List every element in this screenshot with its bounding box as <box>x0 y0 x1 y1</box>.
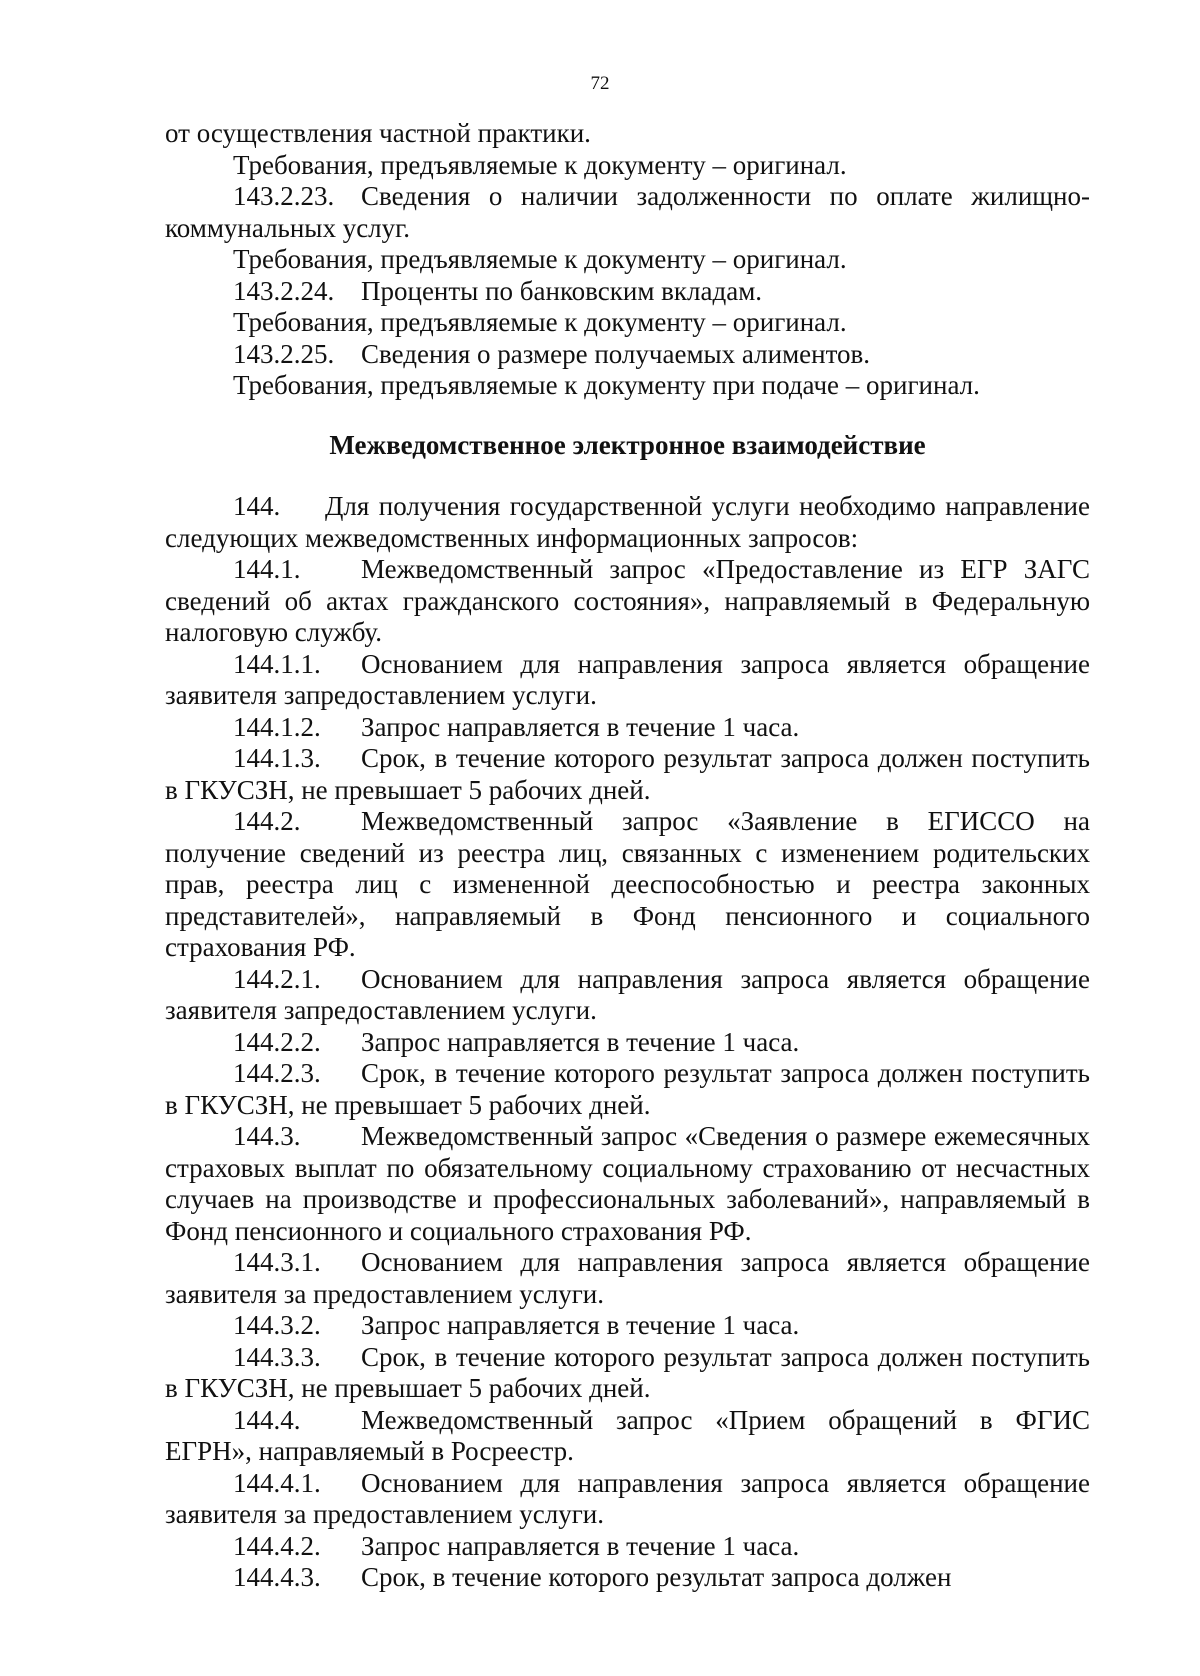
paragraph-text: Межведомственный запрос «Сведения о размере ежемесячных страховых выплат по обязательному социальному страхованию от несчастных случаев на производстве и профессиональных заболеваний», направляемый в Фонд пенсионного и социального страхования РФ. <box>165 1121 1090 1246</box>
clause-number: 144.1.1. <box>233 648 321 679</box>
clause-number: 144.4. <box>233 1404 301 1435</box>
paragraph <box>165 491 1090 554</box>
paragraph <box>165 150 1090 182</box>
clause-number: 144.2.3. <box>233 1058 321 1088</box>
paragraph <box>165 1058 1090 1121</box>
paragraph-text: Срок, в течение которого результат запроса должен поступить в ГКУСЗН, не превышает 5 рабочих дней. <box>165 1058 1090 1120</box>
paragraph <box>165 370 1090 402</box>
paragraph-text: Основанием для направления запроса является обращение заявителя за предоставлением услуги. <box>165 1247 1090 1309</box>
paragraph <box>165 181 1090 244</box>
paragraph <box>165 1247 1090 1310</box>
clause-number: 144.2.1. <box>233 963 321 994</box>
paragraph <box>165 1027 1090 1059</box>
paragraph <box>165 1531 1090 1563</box>
paragraph-group-top <box>165 118 1090 402</box>
paragraph-text: Запрос направляется в течение 1 часа. <box>361 1026 800 1057</box>
paragraph <box>165 276 1090 308</box>
clause-number: 143.2.24. <box>233 275 335 306</box>
paragraph-text: Срок, в течение которого результат запроса должен <box>361 1562 952 1592</box>
paragraph <box>165 339 1090 371</box>
clause-number: 144.4.3. <box>233 1562 321 1592</box>
paragraph-text: Срок, в течение которого результат запроса должен поступить в ГКУСЗН, не превышает 5 рабочих дней. <box>165 743 1090 805</box>
clause-number: 144.3.2. <box>233 1310 321 1340</box>
paragraph <box>165 1468 1090 1531</box>
paragraph-text: Для получения государственной услуги необходимо направление следующих межведомственных информационных запросов: <box>165 491 1090 553</box>
paragraph-text: Требования, предъявляемые к документу – оригинал. <box>233 149 847 180</box>
paragraph-text: Межведомственный запрос «Прием обращений в ФГИС ЕГРН», направляемый в Росреестр. <box>165 1404 1090 1466</box>
paragraph-text: Запрос направляется в течение 1 часа. <box>361 1530 800 1561</box>
paragraph <box>165 649 1090 712</box>
clause-number: 144.2.2. <box>233 1026 321 1057</box>
paragraph-text: Основанием для направления запроса является обращение заявителя запредоставлением услуги. <box>165 648 1090 710</box>
paragraph <box>165 712 1090 744</box>
paragraph <box>165 964 1090 1027</box>
paragraph <box>165 1562 1090 1594</box>
paragraph <box>165 1405 1090 1468</box>
clause-number: 144. <box>233 491 281 521</box>
clause-number: 144.4.2. <box>233 1530 321 1561</box>
paragraph-text: Сведения о наличии задолженности по оплате жилищно-коммунальных услуг. <box>165 181 1090 243</box>
paragraph-text: Требования, предъявляемые к документу – оригинал. <box>233 307 847 337</box>
clause-number: 144.3.1. <box>233 1247 321 1277</box>
clause-number: 144.2. <box>233 806 301 836</box>
page-number: 72 <box>590 73 610 94</box>
paragraph-text: Срок, в течение которого результат запроса должен поступить в ГКУСЗН, не превышает 5 рабочих дней. <box>165 1341 1090 1403</box>
paragraph <box>165 743 1090 806</box>
paragraph <box>165 307 1090 339</box>
paragraph-text: Проценты по банковским вкладам. <box>361 275 763 306</box>
clause-number: 144.1.3. <box>233 743 321 773</box>
clause-number: 143.2.23. <box>233 181 335 211</box>
paragraph-text: Запрос направляется в течение 1 часа. <box>361 1310 800 1340</box>
paragraph <box>165 806 1090 964</box>
clause-number: 144.4.1. <box>233 1467 321 1498</box>
document-body <box>165 118 1090 1594</box>
paragraph <box>165 1342 1090 1405</box>
section-heading: Межведомственное электронное взаимодействие <box>329 429 926 460</box>
paragraph-text: Межведомственный запрос «Заявление в ЕГИССО на получение сведений из реестра лиц, связанных с изменением родительских прав, реестра лиц с измененной дееспособностью и реестра законных представителей», направляемый в Фонд пенсионного и социального страхования РФ. <box>165 806 1090 962</box>
paragraph-group-section <box>165 491 1090 1594</box>
clause-number: 143.2.25. <box>233 338 335 369</box>
clause-number: 144.3.3. <box>233 1341 321 1372</box>
paragraph <box>165 1310 1090 1342</box>
paragraph <box>165 554 1090 649</box>
paragraph-text: Основанием для направления запроса является обращение заявителя за предоставлением услуги. <box>165 1467 1090 1529</box>
clause-number: 144.1. <box>233 554 301 584</box>
paragraph-text: Сведения о размере получаемых алиментов. <box>361 338 871 369</box>
paragraph <box>165 118 1090 150</box>
clause-number: 144.3. <box>233 1121 301 1151</box>
paragraph-text: Требования, предъявляемые к документу при подаче – оригинал. <box>233 370 980 400</box>
paragraph-text: Запрос направляется в течение 1 часа. <box>361 711 800 742</box>
paragraph-text: от осуществления частной практики. <box>165 118 591 148</box>
clause-number: 144.1.2. <box>233 711 321 742</box>
paragraph <box>165 244 1090 276</box>
paragraph-text: Основанием для направления запроса является обращение заявителя запредоставлением услуги. <box>165 963 1090 1025</box>
paragraph-text: Межведомственный запрос «Предоставление из ЕГР ЗАГС сведений об актах гражданского состояния», направляемый в Федеральную налоговую службу. <box>165 554 1090 647</box>
paragraph <box>165 1121 1090 1247</box>
paragraph-text: Требования, предъявляемые к документу – оригинал. <box>233 244 847 274</box>
